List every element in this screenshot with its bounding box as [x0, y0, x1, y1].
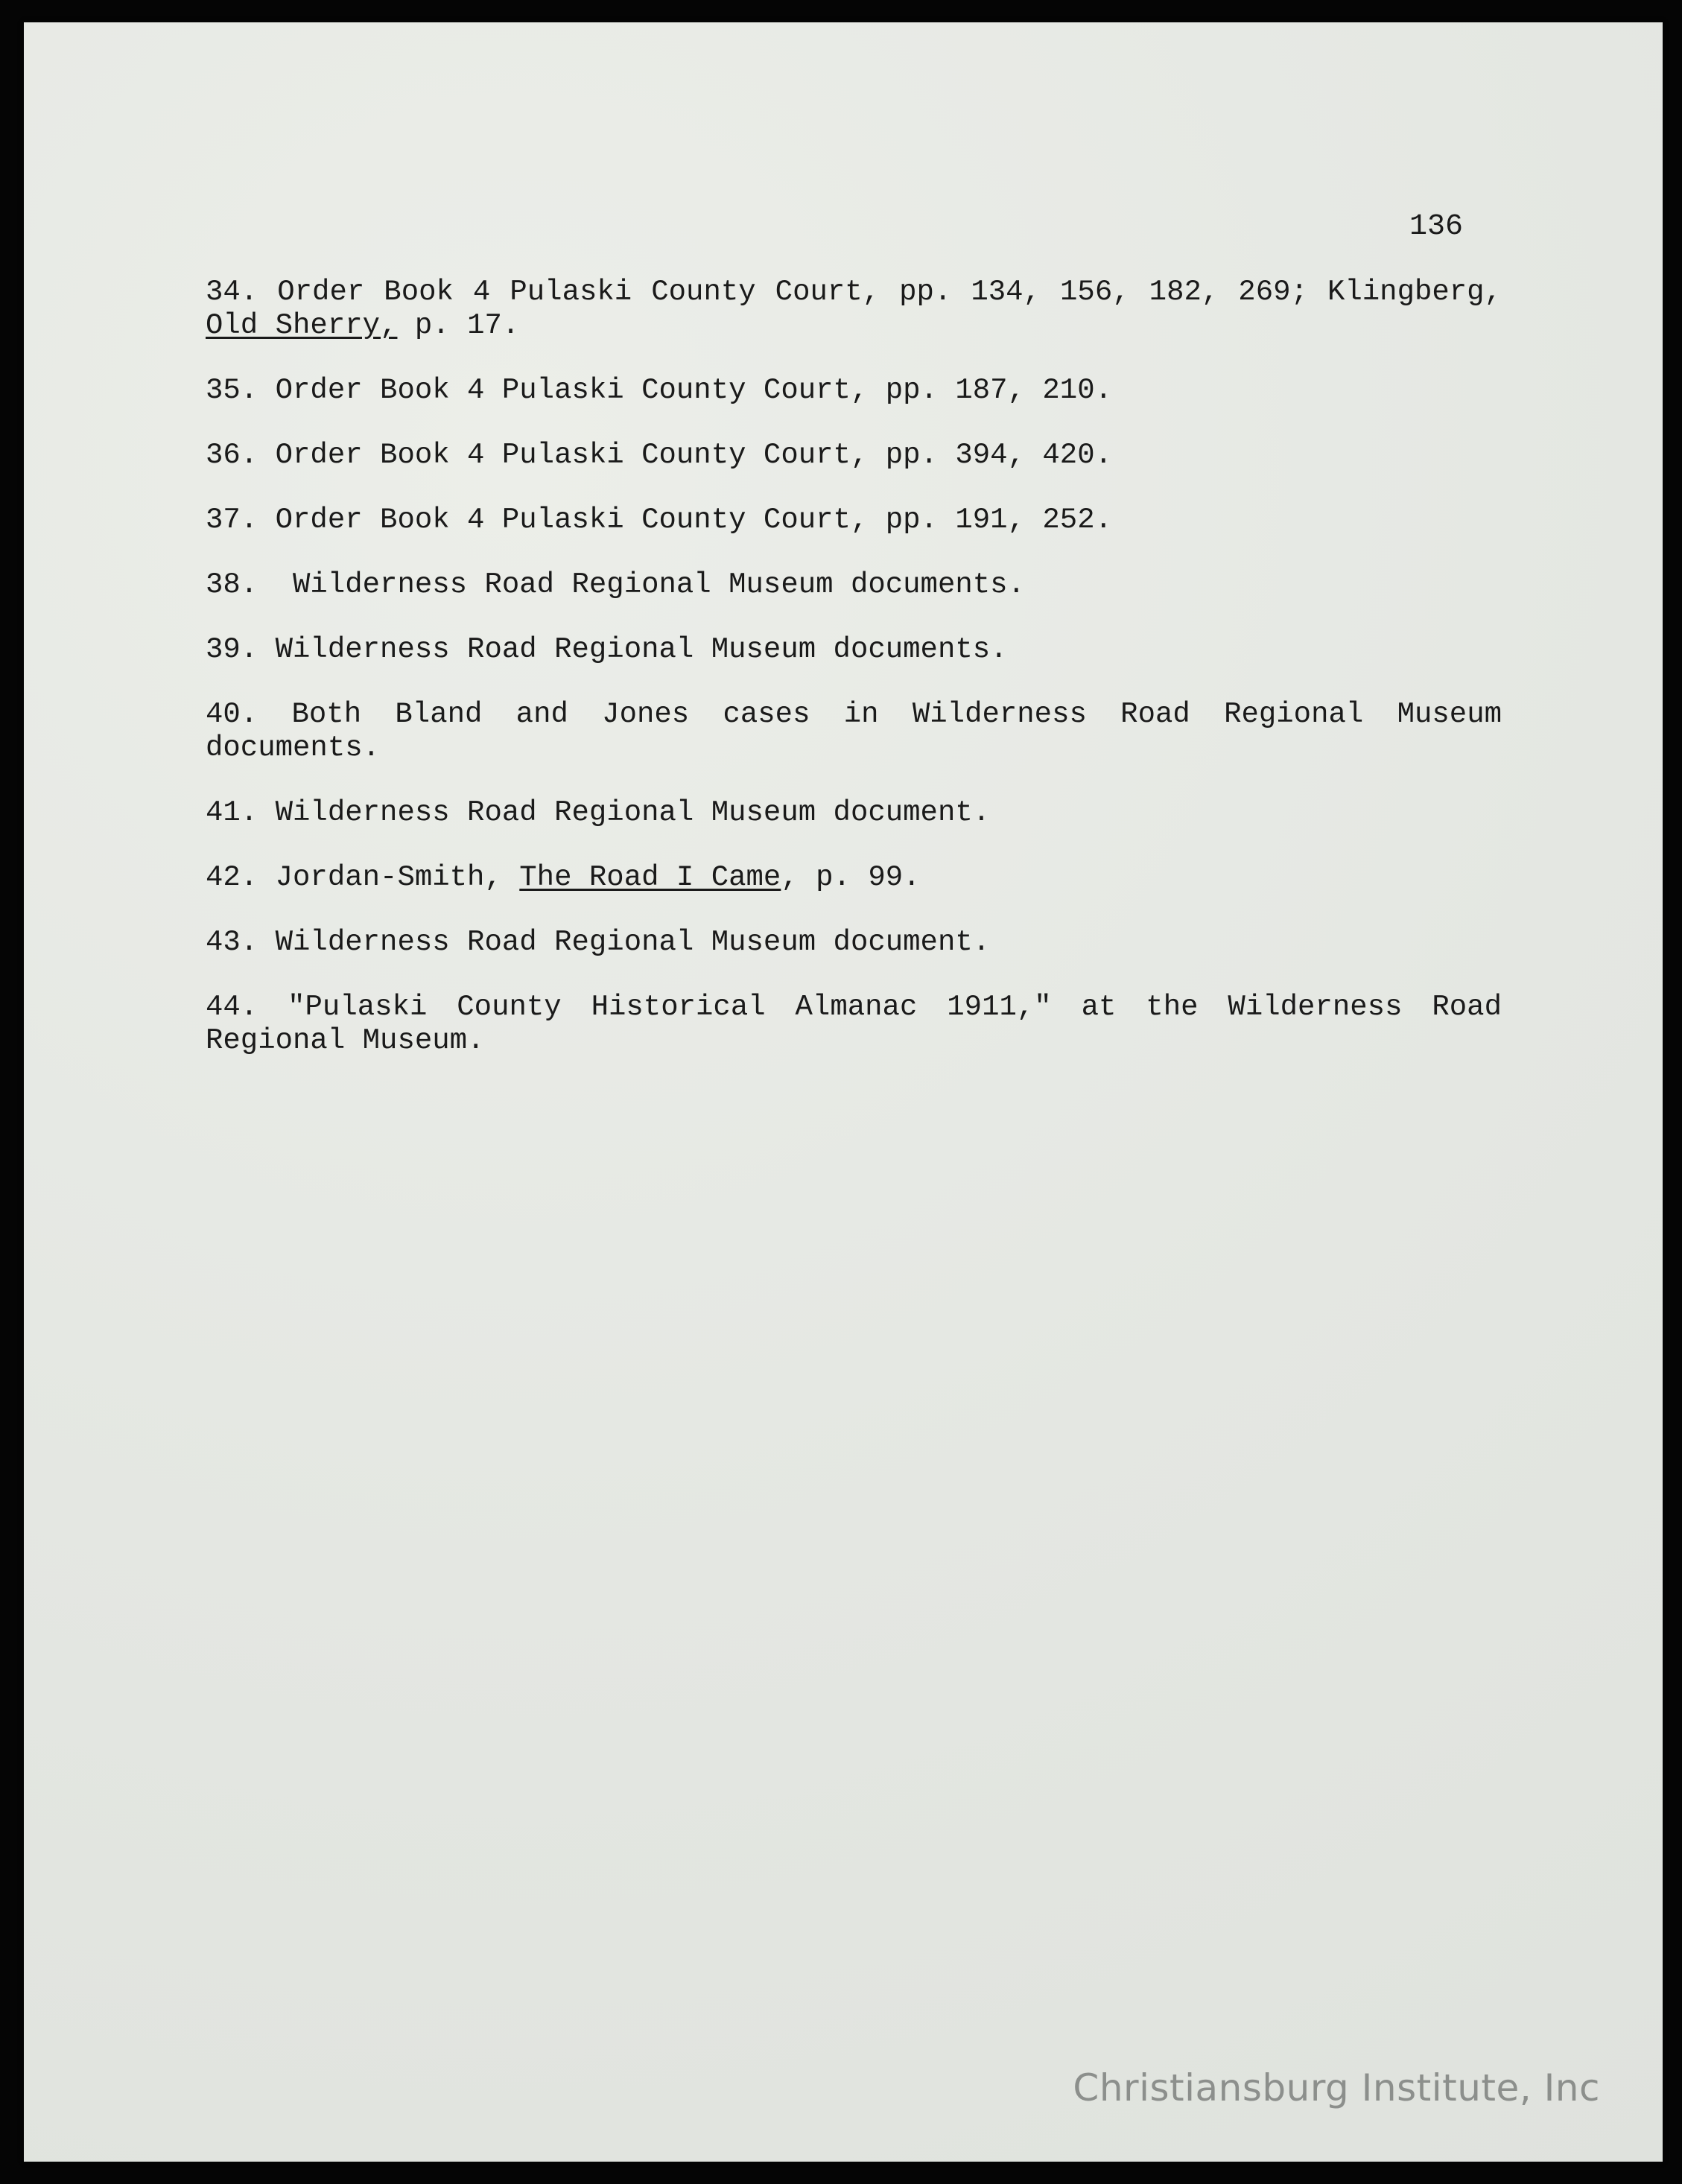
endnote-41: 41. Wilderness Road Regional Museum document.	[206, 796, 991, 829]
endnote-36: 36. Order Book 4 Pulaski County Court, pp. 394, 420.	[206, 439, 1112, 472]
endnote-35: 35. Order Book 4 Pulaski County Court, pp. 187, 210.	[206, 374, 1112, 407]
endnote-38: 38. Wilderness Road Regional Museum documents.	[206, 568, 1025, 601]
endnote-42: 42. Jordan-Smith, The Road I Came, p. 99.	[206, 861, 921, 894]
endnote-37: 37. Order Book 4 Pulaski County Court, pp. 191, 252.	[206, 504, 1112, 536]
endnotes-list	[206, 276, 1502, 1089]
endnote-34: 34. Order Book 4 Pulaski County Court, pp. 134, 156, 182, 269; Klingberg, Old Sherry, p. 17.	[206, 276, 1502, 342]
document-page	[24, 22, 1663, 2162]
book-title-the-road-i-came: The Road I Came	[519, 861, 781, 894]
endnote-40: 40. Both Bland and Jones cases in Wilderness Road Regional Museum documents.	[206, 698, 1502, 764]
endnote-43: 43. Wilderness Road Regional Museum document.	[206, 926, 991, 959]
endnote-39: 39. Wilderness Road Regional Museum documents.	[206, 633, 1008, 666]
watermark: Christiansburg Institute, Inc	[1073, 2066, 1600, 2110]
page-number: 136	[1409, 210, 1464, 244]
book-title-old-sherry: Old Sherry,	[206, 309, 398, 342]
endnote-44: 44. "Pulaski County Historical Almanac 1911," at the Wilderness Road Regional Museum.	[206, 991, 1502, 1057]
